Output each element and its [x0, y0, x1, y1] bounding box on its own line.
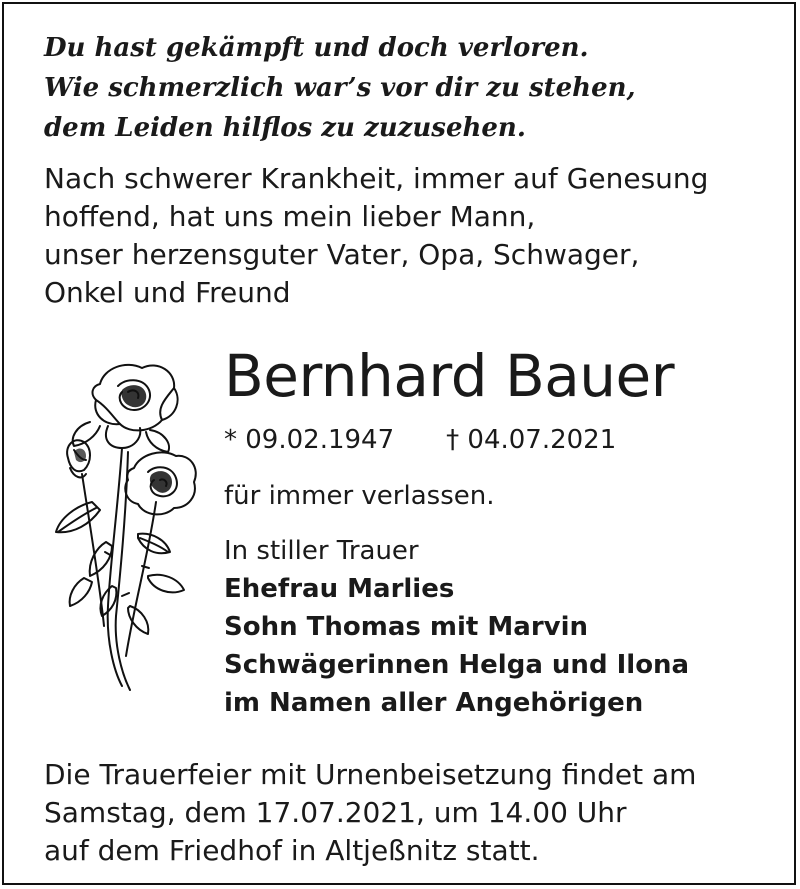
life-dates — [224, 420, 616, 460]
funeral-line: Samstag, dem 17.07.2021, um 14.00 Uhr — [44, 796, 627, 829]
intro-line: unser herzensguter Vater, Opa, Schwager, — [44, 238, 640, 271]
poem-line: Du hast gekämpft und doch verloren. — [44, 33, 589, 63]
poem — [44, 28, 636, 148]
death-date: † 04.07.2021 — [446, 425, 617, 455]
mourner-line: Sohn Thomas mit Marvin — [224, 612, 589, 642]
mourner-line: Ehefrau Marlies — [224, 574, 455, 604]
poem-line: dem Leiden hilflos zu zuzusehen. — [44, 113, 526, 143]
intro-text — [44, 160, 708, 312]
intro-line: Nach schwerer Krankheit, immer auf Genesung — [44, 162, 709, 195]
mourner-line: im Namen aller Angehörigen — [224, 688, 644, 718]
mourners-block — [224, 532, 689, 722]
intro-line: hoffend, hat uns mein lieber Mann, — [44, 200, 536, 233]
intro-line: Onkel und Freund — [44, 276, 291, 309]
rose-illustration — [30, 356, 206, 702]
funeral-notice — [44, 756, 696, 870]
funeral-line: auf dem Friedhof in Altjeßnitz statt. — [44, 834, 540, 867]
funeral-line: Die Trauerfeier mit Urnenbeisetzung findet am — [44, 758, 697, 791]
mourner-line: Schwägerinnen Helga und Ilona — [224, 650, 690, 680]
birth-date: * 09.02.1947 — [224, 425, 395, 455]
deceased-name: Bernhard Bauer — [224, 342, 675, 410]
left-note: für immer verlassen. — [224, 481, 495, 511]
poem-line: Wie schmerzlich war’s vor dir zu stehen, — [44, 73, 636, 103]
mourners-heading: In stiller Trauer — [224, 536, 419, 566]
